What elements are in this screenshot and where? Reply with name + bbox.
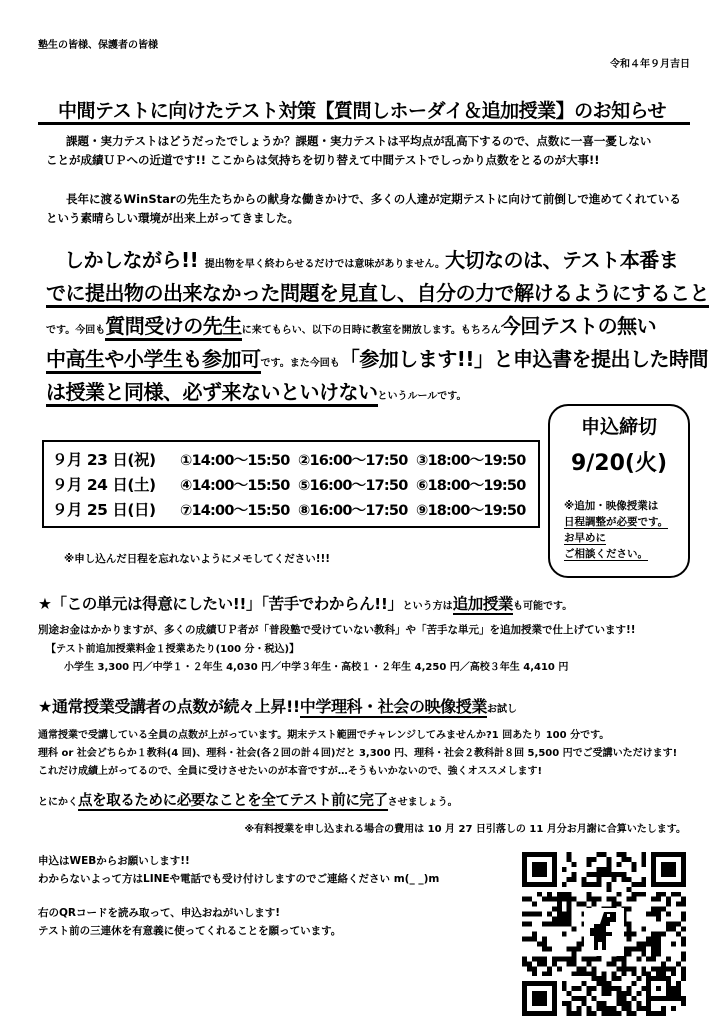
extra-heading-d: も可能です。 xyxy=(513,601,573,612)
schedule-row xyxy=(52,473,534,495)
main-message xyxy=(46,244,709,409)
video-class-heading xyxy=(38,694,517,717)
deadline-note xyxy=(564,498,682,562)
main-l3-c: に来てもらい、以下の日時に教室を開放します。もちろん xyxy=(241,325,501,336)
footer-apply xyxy=(38,852,439,888)
fee-title: 【テスト前追加授業料金１授業あたり(100 分・税込)】 xyxy=(46,644,300,655)
intro-paragraph-1 xyxy=(46,132,690,170)
main-line-1 xyxy=(46,244,696,277)
closing-c: させましょう。 xyxy=(387,797,458,808)
extra-heading-b: という方は xyxy=(402,601,453,612)
schedule-table xyxy=(42,440,540,528)
deadline-note-4: ご相談ください。 xyxy=(564,548,648,560)
fee-list: 小学生 3,300 円／中学１・２年生 4,030 円／中学３年生・高校１・２年生 4,250 円／高校３年生 4,410 円 xyxy=(64,662,569,673)
deadline-title: 申込締切 xyxy=(580,416,657,438)
extra-class-heading xyxy=(38,592,572,614)
time-slot: ②16:00～17:50 xyxy=(298,453,408,469)
time-slot: ④14:00～15:50 xyxy=(180,478,290,494)
schedule-row xyxy=(52,448,534,470)
schedule-memo: ※申し込んだ日程を忘れないようにメモしてください!!! xyxy=(64,553,331,565)
video-line-1: 通常授業で受講している全員の点数が上がっています。期末テスト範囲でチャレンジしてみませんか?1 回あたり 100 分です。 xyxy=(38,730,610,741)
intro-p1-line-2: ことが成績ＵＰへの近道です!! ここからは気持ちを切り替えて中間テストでしっかり点数をとるのが大事!! xyxy=(46,153,600,167)
dinosaur-icon xyxy=(584,908,624,956)
deadline-note-1: ※追加・映像授業は xyxy=(564,500,659,512)
deadline-note-3: お早めに xyxy=(564,532,606,544)
main-l2: でに提出物の出来なかった問題を見直し、自分の力で解けるようにすること xyxy=(46,281,709,308)
time-slot: ⑥18:00～19:50 xyxy=(416,478,526,494)
intro-p2-line-2: という素晴らしい環境が出来上がってきました。 xyxy=(46,211,299,225)
issue-date: 令和４年９月吉日 xyxy=(610,59,690,70)
closing-b: 点を取るために必要なことを全てテスト前に完了 xyxy=(78,793,388,809)
video-heading-b: 中学理科・社会の映像授業 xyxy=(299,697,487,716)
intro-p2-line-1: 長年に渡るWinStarの先生たちからの献身な働きかけで、多くの人達が定期テストに向けて前倒しで進めてくれている xyxy=(66,192,681,206)
main-l4-c: 「参加します!!」と申込書を提出した時間 xyxy=(339,347,708,371)
main-l4-b: です。また今回も xyxy=(260,358,340,369)
qr-code-image[interactable] xyxy=(522,852,686,1016)
footer-line-4: テスト前の三連休を有意義に使ってくれることを願っています。 xyxy=(38,925,342,937)
fee-billing-note: ※有料授業を申し込まれる場合の費用は 10 月 27 日引落しの 11 月分お月謝に合算いたします。 xyxy=(244,824,686,835)
main-line-4 xyxy=(46,343,708,376)
title-underline xyxy=(38,122,690,125)
main-l1-a: しかしながら!! xyxy=(64,248,199,272)
deadline-box xyxy=(548,404,690,578)
page-title: 中間テストに向けたテスト対策【質問しホーダイ＆追加授業】のお知らせ xyxy=(57,100,667,122)
video-heading-c: お試し xyxy=(486,704,517,715)
video-line-3: これだけ成績上がってるので、全員に受けさせたいのが本音ですが…そうもいかないので、強くオススメします! xyxy=(38,766,543,777)
time-slot: ⑨18:00～19:50 xyxy=(416,503,526,519)
time-slot: ③18:00～19:50 xyxy=(416,453,526,469)
main-l3-a: です。今回も xyxy=(46,325,106,336)
time-slot: ⑧16:00～17:50 xyxy=(298,503,408,519)
footer-line-1: 申込はWEBからお願いします!! xyxy=(38,855,190,867)
deadline-note-2: 日程調整が必要です。 xyxy=(564,516,669,528)
time-slot: ⑤16:00～17:50 xyxy=(298,478,408,494)
video-line-2: 理科 or 社会どちらか１教科(4 回)、理科・社会(各２回の計４回)だと 3,300 円、理科・社会２教科計８回 5,500 円でご受講いただけます! xyxy=(38,748,678,759)
closing-line xyxy=(38,789,458,810)
schedule-day: ９月 23 日(祝) xyxy=(52,451,156,469)
schedule-day: ９月 24 日(土) xyxy=(52,476,156,494)
main-l1-c: 大切なのは、テスト本番ま xyxy=(445,248,679,272)
schedule-row xyxy=(52,498,534,520)
schedule-day: ９月 25 日(日) xyxy=(52,501,156,519)
footer-qr-text xyxy=(38,904,341,940)
main-l5-b: というルールです。 xyxy=(377,391,467,402)
main-l1-b: 提出物を早く終わらせるだけでは意味がありません。 xyxy=(204,259,446,270)
closing-a: とにかく xyxy=(38,797,78,808)
main-l3-d: 今回テストの無い xyxy=(500,314,657,338)
extra-class-line: 別途お金はかかりますが、多くの成績ＵＰ者が「普段塾で受けていない教科」や「苦手な単元」を追加授業で仕上げています!! xyxy=(38,624,636,636)
extra-heading-c: 追加授業 xyxy=(452,595,514,613)
extra-heading-a: ★「この単元は得意にしたい!!」「苦手でわからん!!」 xyxy=(38,595,403,613)
video-heading-a: ★通常授業受講者の点数が続々上昇!! xyxy=(38,697,300,716)
intro-paragraph-2 xyxy=(46,190,690,228)
main-l3-b: 質問受けの先生 xyxy=(105,314,242,341)
main-line-3 xyxy=(46,310,696,343)
footer-line-2: わからないよって方はLINEや電話でも受け付けしますのでご連絡ください m(_ _)m xyxy=(38,873,440,885)
main-line-2 xyxy=(46,277,709,310)
time-slot: ⑦14:00～15:50 xyxy=(180,503,290,519)
time-slot: ①14:00～15:50 xyxy=(180,453,290,469)
main-l5-a: は授業と同様、必ず来ないといけない xyxy=(46,380,378,407)
deadline-date: 9/20(火) xyxy=(570,451,668,476)
main-l4-a: 中高生や小学生も参加可 xyxy=(46,347,261,374)
footer-line-3: 右のQRコードを読み取って、申込おねがいします! xyxy=(38,907,281,919)
intro-p1-line-1: 課題・実力テストはどうだったでしょうか？課題・実力テストは平均点が乱高下するので、点数に一喜一憂しない xyxy=(66,134,652,148)
addressee: 塾生の皆様、保護者の皆様 xyxy=(38,40,158,51)
